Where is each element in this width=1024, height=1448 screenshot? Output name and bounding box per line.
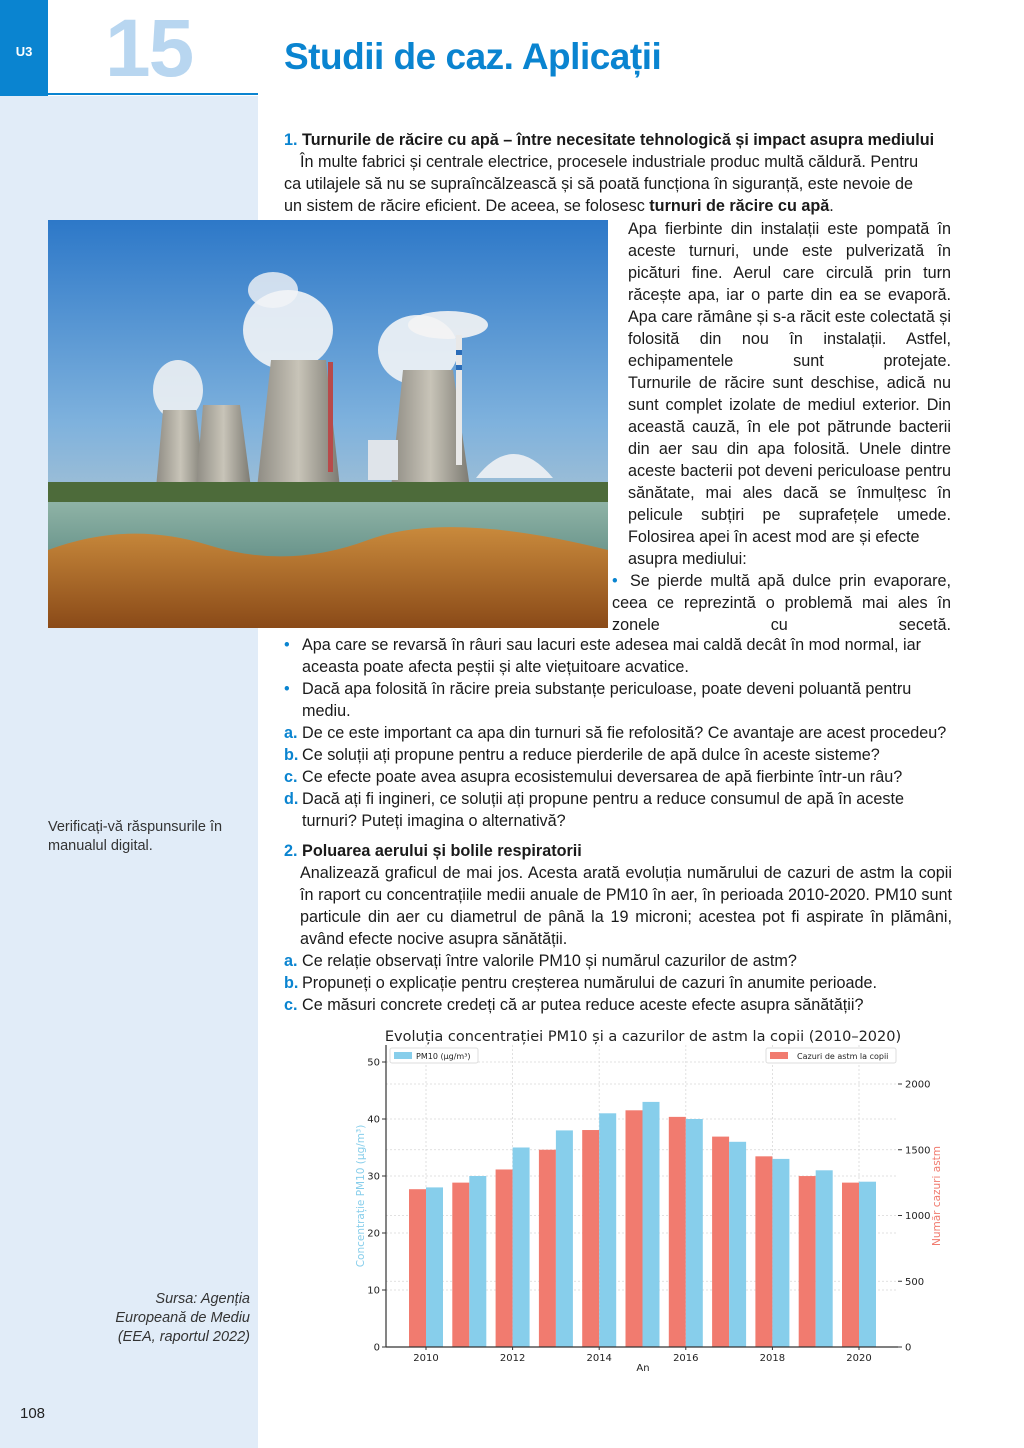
unit-tab: [0, 0, 48, 96]
bullet-text: Se pierde multă apă dulce prin evaporare, ceea ce reprezintă o problemă mai ales în zonele cu secetă.: [612, 572, 951, 634]
pm10-asthma-chart: [340, 1018, 960, 1380]
question-text: Ce soluții ați propune pentru a reduce pierderile de apă dulce în aceste sisteme?: [302, 746, 880, 764]
text: un sistem de răcire eficient. De aceea, se folosesc: [284, 197, 650, 215]
asthma-bar: [539, 1150, 556, 1347]
question-label: b.: [284, 974, 299, 992]
right-tick-label: 500: [905, 1276, 925, 1288]
pm10-bar: [643, 1102, 660, 1347]
paragraph: Folosirea apei în acest mod are și efecte asupra mediului:: [628, 528, 920, 568]
bullet-text: Apa care se revarsă în râuri sau lacuri este adesea mai caldă decât în mod normal, iar aceasta poate afecta peștii și alte viețuitoare acvatice.: [302, 636, 922, 676]
pm10-bar: [513, 1148, 530, 1348]
question-text: De ce este important ca apa din turnuri să fie refolosită? Ce avantaje are acest procedeu?: [302, 724, 947, 742]
section-heading: Turnurile de răcire cu apă – între necesitate tehnologică și impact asupra mediului: [302, 131, 935, 149]
asthma-bar: [626, 1110, 643, 1347]
question-text: Ce măsuri concrete credeți că ar putea reduce aceste efecte asupra sănătății?: [302, 996, 864, 1014]
asthma-bar: [669, 1117, 686, 1347]
question-text: Ce efecte poate avea asupra ecosistemului deversarea de apă fierbinte într-un râu?: [302, 768, 903, 786]
sidebar-note: Verificați-vă răspunsurile în manualul digital.: [48, 819, 223, 854]
legend-swatch-asthma: [770, 1052, 788, 1059]
question-label: d.: [284, 790, 299, 808]
left-tick-label: 20: [367, 1228, 380, 1240]
asthma-bar: [799, 1176, 816, 1347]
question-label: c.: [284, 996, 298, 1014]
bullet-item: [284, 634, 952, 678]
right-tick-label: 2000: [905, 1079, 931, 1091]
paragraph-line: În multe fabrici și centrale electrice, procesele industriale produc multă căldură. Pentru: [300, 153, 919, 171]
paragraph: Analizează graficul de mai jos. Acesta arată evoluția numărului de cazuri de astm la copii în raport cu concentrațiile medii anuale de PM10 în aer, în perioada 2010-2020. PM10 sunt particule din aer cu diametrul de până la 19 microni; acestea pot fi aspirate în plămâni, având efecte nocive asupra sănătății.: [300, 864, 952, 948]
x-axis-label: An: [636, 1363, 650, 1374]
paragraph-line: [284, 195, 952, 217]
x-tick-label: 2010: [413, 1353, 439, 1364]
bullet-item: [612, 570, 951, 636]
x-tick-label: 2020: [846, 1353, 872, 1364]
question-text: Ce relație observați între valorile PM10 și numărul cazurilor de astm?: [302, 952, 797, 970]
bullet-icon: •: [612, 572, 618, 590]
legend-swatch-pm10: [394, 1052, 412, 1059]
bars: [409, 1102, 876, 1347]
question-label: c.: [284, 768, 298, 786]
asthma-bar: [842, 1183, 859, 1347]
question-c: [284, 766, 952, 788]
question-label: a.: [284, 724, 298, 742]
pm10-bar: [729, 1142, 746, 1347]
question-label: b.: [284, 746, 299, 764]
pm10-bar: [859, 1182, 876, 1347]
section-1-list: [284, 634, 952, 832]
legend-label-pm10: PM10 (µg/m³): [416, 1052, 471, 1061]
question-b: [284, 744, 952, 766]
pm10-bar: [686, 1119, 703, 1347]
source-citation: Sursa: Agenția Europeană de Mediu (EEA, raportul 2022): [115, 1291, 250, 1345]
lesson-number: 15: [105, 3, 193, 94]
pm10-bar: [599, 1113, 616, 1347]
asthma-bar: [409, 1189, 426, 1347]
key-term: turnuri de răcire cu apă: [649, 197, 830, 215]
section-2-heading: [284, 840, 952, 862]
page-number: 108: [20, 1405, 46, 1422]
x-tick-label: 2012: [499, 1353, 526, 1364]
left-tick-label: 50: [367, 1057, 380, 1069]
wrapped-paragraphs: [612, 218, 951, 636]
cooling-towers-photo: [48, 220, 608, 628]
pm10-bar: [426, 1187, 443, 1347]
paragraph-line: ca utilajele să nu se supraîncălzească și să poată funcționa în siguranță, este nevoie de: [284, 175, 914, 193]
bullet-item: [284, 678, 952, 722]
x-tick-label: 2016: [673, 1353, 699, 1364]
left-tick-label: 10: [367, 1285, 380, 1297]
section-number: 1.: [284, 131, 298, 149]
asthma-bar: [582, 1130, 599, 1347]
right-tick-label: 1000: [905, 1211, 931, 1222]
left-tick-label: 30: [367, 1171, 380, 1183]
question-a: [284, 950, 952, 972]
legend-label-asthma: Cazuri de astm la copii: [797, 1052, 889, 1061]
right-axis-label: Număr cazuri astm: [931, 1145, 943, 1247]
unit-label: U3: [15, 44, 33, 59]
asthma-bar: [496, 1169, 513, 1347]
text: .: [829, 197, 834, 215]
question-text: Propuneți o explicație pentru creșterea numărului de cazuri în anumite perioade.: [302, 974, 877, 992]
section-2: [284, 840, 952, 1016]
left-tick-label: 0: [373, 1342, 380, 1354]
legend: [390, 1048, 896, 1063]
question-a: [284, 722, 952, 744]
asthma-bar: [712, 1137, 729, 1347]
question-d: [284, 788, 952, 832]
question-text: Dacă ați fi ingineri, ce soluții ați propune pentru a reduce consumul de apă în aceste turnuri? Puteți imagina o alternativă?: [302, 790, 904, 830]
section-heading: Poluarea aerului și bolile respiratorii: [302, 842, 582, 860]
bullet-icon: •: [284, 680, 290, 698]
pm10-bar: [556, 1130, 573, 1347]
paragraph: Turnurile de răcire sunt deschise, adică nu sunt complet izolate de mediul exterior. Din această cauză, în ele pot pătrunde bacterii din aer sau din apa folosită. Unele dintre aceste bacterii pot deveni periculoase pentru sănătate, mai ales dacă se înmulțesc în pelicule subțiri pe suprafețele umede.: [628, 374, 951, 524]
section-number: 2.: [284, 842, 298, 860]
chart-title: Evoluția concentrației PM10 și a cazurilor de astm la copii (2010–2020): [384, 1029, 902, 1045]
question-b: [284, 972, 952, 994]
x-tick-label: 2018: [759, 1353, 786, 1364]
section-1-heading: [284, 129, 952, 151]
paragraph: Apa fierbinte din instalații este pompată în aceste turnuri, unde este pulverizată în picături fine. Aerul care circulă prin turn răcește apa, iar o parte din ea se evaporă. Apa care rămâne și s-a răcit este colectată și folosită din nou în instalații. Astfel, echipamentele sunt protejate.: [628, 220, 951, 370]
question-c: [284, 994, 952, 1016]
asthma-bar: [755, 1156, 772, 1347]
right-tick-label: 0: [905, 1342, 912, 1354]
bullet-text: Dacă apa folosită în răcire preia substanțe periculoase, poate deveni poluantă pentru mediu.: [302, 680, 912, 720]
bullet-icon: •: [284, 636, 290, 654]
page-title: Studii de caz. Aplicații: [284, 36, 662, 77]
x-tick-label: 2014: [586, 1353, 612, 1364]
left-axis-label: Concentrație PM10 (µg/m³): [355, 1124, 367, 1268]
left-tick-label: 40: [367, 1114, 380, 1126]
question-label: a.: [284, 952, 298, 970]
section-1-intro: [284, 129, 952, 217]
pm10-bar: [772, 1159, 789, 1347]
right-tick-label: 1500: [905, 1145, 931, 1157]
pm10-bar: [469, 1176, 486, 1347]
asthma-bar: [452, 1183, 469, 1347]
pm10-bar: [816, 1170, 833, 1347]
